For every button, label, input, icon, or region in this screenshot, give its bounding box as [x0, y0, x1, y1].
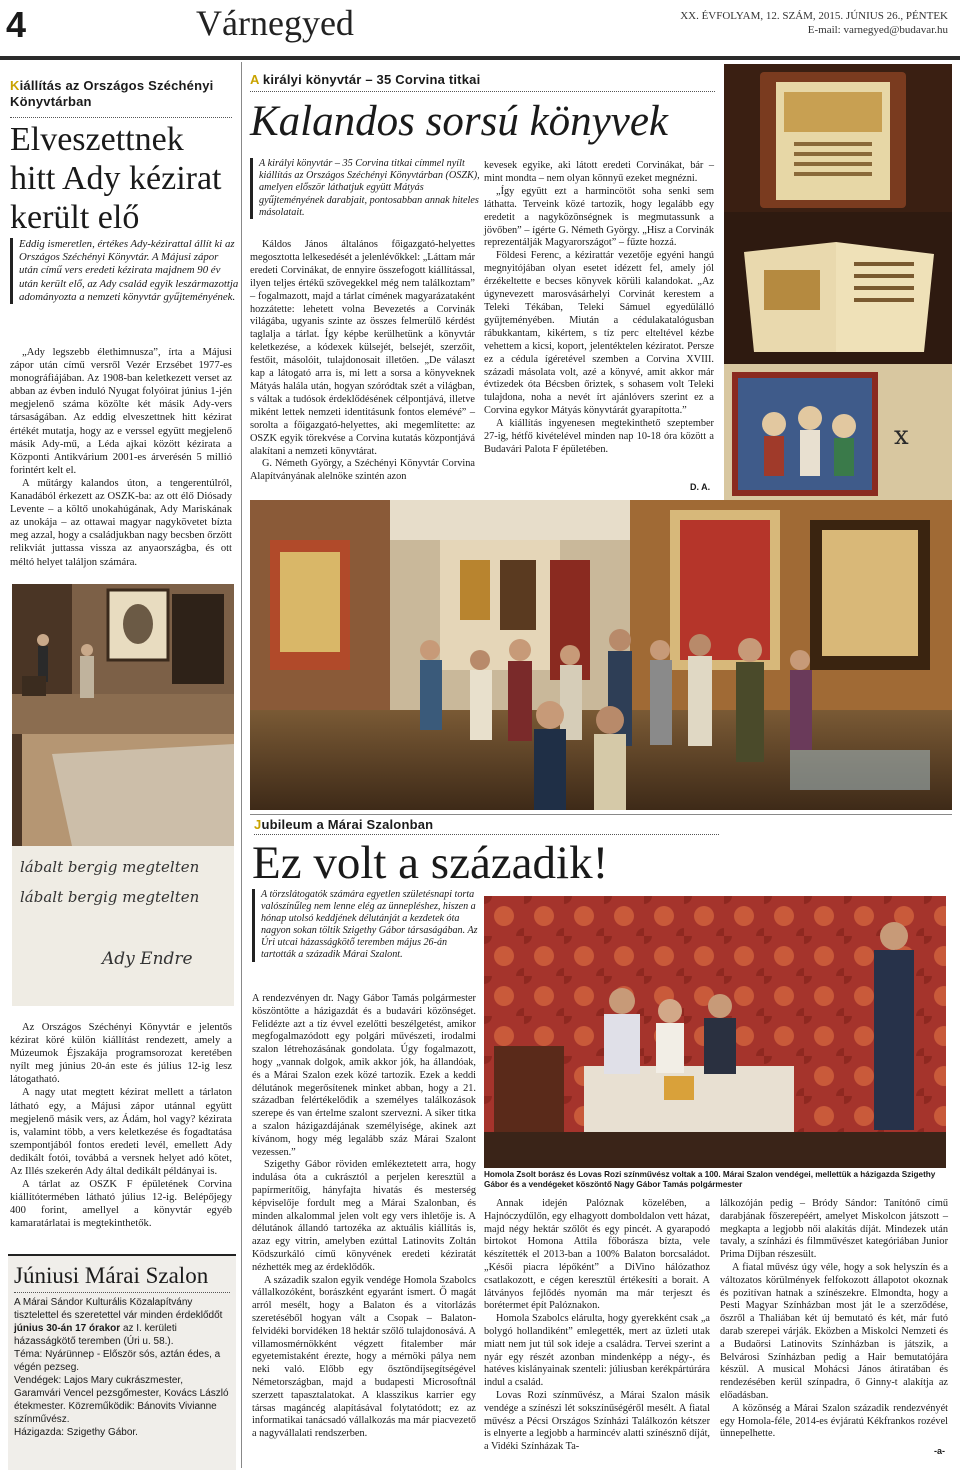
jubileum-paragraph: A századik szalon egyik vendége Homola Szabolcs vállalkozóként, borászként egyaránt ismert. Ő magát arról mesélt, hogy a Balaton és a vitorlázás szeretéséből hogyan vált a Csopak – Balaton-felvidéki borvidéken 18 hektár szőlő tulajdonosává. A villamosmérnökként végzett fitalember már egyetemistaként érezte, hogy a mérnöki pálya nem neki való. Előbb egy ősztöndíjsegítségével Németországban, majd a budapesti Microsoftnál szerzett tapasztalatokat. A klasszikus karrier egy társas magáncég alapításával folytatódott; ez az informatikai tanácsadó vállalkozás ma már piacvezető a nagyvállalati rendszerben.: [252, 1274, 476, 1440]
marai-box-title: Júniusi Márai Szalon: [14, 1263, 209, 1288]
ady-body-2: [10, 1021, 232, 1231]
jubileum-kicker: Jubileum a Márai Szalonban: [254, 817, 434, 832]
exhibition-crowd-photo: [250, 500, 952, 810]
jubileum-paragraph: Homola Szabolcs elárulta, hogy gyerekként csak „a bolygó hollandiként” emlegették, mert az üzleti utak miatt nem jut túl sok ideje a családra. Tervei szerint a nyár egy részét azonban mindenképp a négy-, és hatéves kislányainak szenteli: júliusban kerékpártúrára indul a család.: [484, 1313, 710, 1389]
jubileum-lead: A törzslátogatók számára egyetlen születésnapi torta valószínűleg nem lenne elég az ünnepléshez, hiszen a hónap utolsó keddjének délutánját a kezdetek óta nagyon sokan töltik Szigethy Gábor társaságában. Az Úri utcai házasságkötő teremben május 26-án tartották a századik Márai Szalont.: [252, 889, 483, 962]
jubileum-col3: [720, 1198, 948, 1441]
photo-caption: Homola Zsolt borász és Lovas Rozi színművész voltak a 100. Márai Szalon vendégei, mellettük a házigazda Szigethy Gábor és a vendégeket köszöntő Nagy Gábor Tamás polgármester: [484, 1170, 936, 1190]
corvina-col1: [250, 239, 475, 484]
jubileum-col2: [484, 1198, 710, 1454]
corvina-kicker: A királyi könyvtár – 35 Corvina titkai: [250, 72, 481, 87]
ady-lead: Eddig ismeretlen, értékes Ady-kézirattal állít ki az Országos Széchényi Könyvtár. A Májusi zápor után című vers eredeti kézirata majdnem 90 év után került elő, az Ady család egyik leszármazottja adományozta a nemzeti könyvtár gyűjteményének.: [10, 238, 239, 304]
jubileum-paragraph: Annak idején Palóznak közelében, a Hajnóczydűlőn, egy elhagyott domboldalon vett házat, majd négy hektár szőlőt és egy pincét. A gyarapodó birtokot Homona Attila főborásza bízta, vele készítették el 2013-ban a 100% Balaton borcsaládot. „Késői piacra lépőként” a DiVino hálózathoz csatlakozott, e cégen keresztül értékesíti a borait. A látványos fejlődés nyomán ma már terjeszt és borétermet épít Palóznakon.: [484, 1198, 710, 1312]
ady-body: [10, 346, 232, 569]
page-number: 4: [6, 4, 27, 45]
marai-box-text: A Márai Sándor Kulturális Közalapítvány tisztelettel és szeretettel vár minden érdeklődőt: [14, 1297, 223, 1321]
jubileum-signature: -a-: [934, 1446, 945, 1456]
marai-box-hazigazda: Házigazda: Szigethy Gábor.: [14, 1427, 138, 1438]
ady-kicker-rule: [10, 117, 232, 118]
marai-box: [8, 1254, 236, 1470]
corvina-paragraph: kevesek egyike, aki látott eredeti Corvinákat, bár – mint mondta – nem olyan könnyű ezeket megnézni.: [484, 160, 714, 184]
marai-box-date: június 30-án 17 órakor: [14, 1323, 121, 1334]
marai-box-tema: Téma: Nyárünnep - Először sós, aztán édes, a végén pezseg.: [14, 1349, 221, 1373]
jubileum-headline: Ez volt a századik!: [252, 837, 609, 889]
ady-paragraph: Az Országos Széchényi Könyvtár e jelentős kézirat köré külön kiállítást rendezett, amely a Múzeumok Éjszakája programsorozat keretében nyílt meg június 20-án este és július 12-ig lesz látogatható.: [10, 1022, 232, 1086]
issue-info: XX. ÉVFOLYAM, 12. SZÁM, 2015. JÚNIUS 26., PÉNTEK: [680, 10, 948, 22]
marai-box-location: az I. kerületi házasságkötő teremben (Úri u. 58.).: [14, 1323, 177, 1347]
codex-photo-2: [724, 212, 952, 364]
marai-szalon-photo: [484, 896, 946, 1168]
manuscript-line: lábalt bergig megtelten: [20, 858, 200, 876]
jubileum-paragraph: Szigethy Gábor röviden emlékeztetett arra, hogy indulása óta a cukrásztól a perjelen keresztül a papírmerítőig, hányfajta hivatás és mesterség képviselője fordult meg a Márai Szalonban, és minden alkalommal jelen volt egy vers ihletője is. A délutánok állandó tartozéka az aktuális kiállítás is, azaz egy vitrin, amelyben ezúttal Latinovits Zoltán Ködszurkáló című könyvének eredeti kéziratát nézhették meg az érdeklődők.: [252, 1159, 476, 1273]
codex-photo-3: [724, 364, 952, 504]
jubileum-paragraph: A rendezvényen dr. Nagy Gábor Tamás polgármester köszöntötte a házigazdát és a budavári közönséget. Felidézte azt a tíz évvel ezelőtti beszélgetést, amikor megfogalmazódott egy polgári művészeti, irodalmi szalon létrehozásának gondolata. Úgy fogalmazott, hogy „vannak dolgok, amik akkor jók, ha állandóak, és a Márai Szalon ezek közé tartozik. Ezek a keddi délutánok megerősítenek minket abban, hogy a 21. században felértékelődik a személyes találkozások szerepe és van értelme szalont szervezni. A siker titka a szalon házigazdájának személyisége, akinek azt kívánom, hogy még legalább száz Márai Szalont vezessen.”: [252, 993, 476, 1158]
corvina-signature: D. A.: [690, 482, 711, 492]
ady-headline: Elveszettnek hitt Ady kézirat került elő: [10, 121, 222, 236]
jubileum-paragraph: Lovas Rozi színművész, a Márai Szalon másik vendége a színészi lét sokszínűségéről mesélt. A fiatal művész a Pécsi Országos Színházi Találkozón kétszer is elnyerte a legjobb a harmincév alatti színésznő díját, a Vidéki Színházak Ta-: [484, 1389, 710, 1453]
corvina-paragraph: G. Németh György, a Széchényi Könyvtár Corvina Alapítványának alelnöke szintén azon: [250, 458, 475, 483]
jubileum-paragraph: A fiatal művész úgy véle, hogy a sok helyszín és a változatos körülmények felfokozott állapotot okoznak és pozitívan hatnak a színészekre. Elmondta, hogy a Pesti Magyar Színházban most ját le a szerződése, őszről a Thaliában két új bemutató és két, már futó darab szerepei várják. Eközben a Miskolci Nemzeti és a Budaörsi Latinovits Színházban is játszik, a Belvárosi Színházban pedig a Hair bemutatójára készül. A musical Mohácsi János átiratában és rendezésében kerül színpadra, ő Ginny-t alakítja az előadásban.: [720, 1261, 948, 1401]
corvina-paragraph: „Így együtt ezt a harmincötöt soha senki sem láthatta. Terveink közé tartozik, hogy legalább egy eredetit a nagyközönségnek is megmutassunk a jövőben” – ígérte G. Németh György. „Hisz a Corvinák reprezentálják Magyarországot” – fűzte hozzá.: [484, 185, 714, 249]
jubileum-paragraph: lálkozóján pedig – Bródy Sándor: Tanítónő című darabjának főszerepéért, amelyet Miskolcon játszott – megkapta a legjobb női alakítás díját. Mindezek után tavaly, a színházi és filmművészet kategóriában Junior Prima Díjban részesült.: [720, 1198, 948, 1261]
jubileum-kicker-rule: [254, 834, 719, 835]
corvina-headline: Kalandos sorsú könyvek: [250, 98, 668, 145]
marai-box-vendegek: Vendégek: Lajos Mary cukrászmester, Garamvári Vencel pezsgőmester, Kovács László étekmester. Közreműködik: Bánovits Vivianne színművész.: [14, 1375, 229, 1425]
corvina-lead: A királyi könyvtár – 35 Corvina titkai címmel nyílt kiállítás az Országos Széchényi Könyvtárban (OSZK), amelyen először láthatjuk együtt Mátyás gyűjteményének darabjait, pontosabban annak hiteles másolatait.: [250, 158, 481, 219]
header-rule: [0, 56, 960, 60]
corvina-paragraph: Földesi Ferenc, a kézirattár vezetője egyéni hangú megnyitójában olyan esetet idézett fel, amely jól érzékeltette e becses könyvek körüli kalandokat. „Az úgynevezett marosvásárhelyi Corvinát kerestem a Teleki Tékában, Teleki Sámuel egyedülálló gyűjteményében. Miután a cédulakatalógusban rábukkantam, kikértem, s tíz perc elteltével kézbe vehettem a kicsi, koport, jelentéktelen kéziratot. Persze ez a cédula ígéretével szemben a Corvina XVIII. századi másolata volt, azé a könyvé, amit akkor már évtizedek óta Bécsben őriztek, s sohasem volt Teleki tulajdona, noha a nevét írt ajánlóvers szerint ez a Corvina egykor Mátyás könyvtárát gyarapította.”: [484, 250, 714, 417]
ady-paragraph: A műtárgy kalandos úton, a tengerentúlról, Kanadából érkezett az OSZK-ba: az ott élő Diósady Levente – a költő unokahúgának, Ady Mariskának az unokája – az ottawai magyar nagykövetet bízta meg azzal, hogy a családjukban nagy becsben őrzött relikviát juttassa vissza az anyaországba, és ott méltó helyet találjon számára.: [10, 477, 232, 568]
masthead-title: Várnegyed: [196, 3, 354, 43]
ady-exhibition-photo: [12, 584, 234, 846]
corvina-paragraph: A kiállítás ingyenesen megtekinthető szeptember 27-ig, hétfő kivételével minden nap 10-18 óra között a Budavári Palota F épületében.: [484, 418, 714, 455]
ady-paragraph: A nagy utat megtett kézirat mellett a tárlaton látható egy, a Májusi zápor utánnal együtt megjelenő másik vers, az Ádám, hol vagy? kézirata is, valamint több, a vers keletkezése és fogadtatása szempontjából fontos eredeti levél, emellett Ady dedikált fotói, továbbá a versnek helyet adó kötet, Az Illés szekerén Ady által dedikált példányai is.: [10, 1087, 232, 1178]
corvina-kicker-rule: [250, 91, 715, 92]
ady-paragraph: A tárlat az OSZK F épületének Corvina kiállítótermében látható július 12-ig. Belépőjegy 400 forint, amellyel a könyvtár egyéb kamaratárlatai is megtekinthetők.: [10, 1179, 232, 1230]
jubileum-divider: [250, 814, 952, 815]
ady-paragraph: „Ady legszebb élethimnusza”, írta a Májusi zápor után című versről Vezér Erzsébet 1977-es monográfiájában. Az 1908-ban keletkezett verset az abban az évben induló Nyugat folyóirat június 1-jén megjelenő száma közölte két másik Ady-vers társaságában. Az eddig elveszettnek hitt kézirat értékét mutatja, hogy az e verssel együtt megjelenő másik Ady-mű, a Léda ajkai között kézirata a Központi Antikvárium 2001-es árverésén 5 millió forintért kelt el.: [10, 347, 232, 476]
email[interactable]: E-mail: varnegyed@budavar.hu: [807, 24, 948, 36]
manuscript-line: lábalt bergig megtelten: [20, 888, 200, 906]
column-separator: [241, 62, 242, 1468]
ady-manuscript-photo: [12, 846, 234, 1006]
corvina-col2: [484, 160, 714, 457]
jubileum-col1: [252, 993, 476, 1441]
corvina-paragraph: Káldos János általános főigazgató-helyettes megosztotta lelkesedését a jelenlévőkkel: „Láttam már eredeti Corvinákat, de ennyire összefogott kiállítással, ilyen teljes értékű szövegekkel még nem találkoztam” – fogalmazott, majd a tárlat címének magyarázataként hozzátette: lehetett volna Bevezetés a Corvinák világába, ugyanis szinte az összes felmerülő kérdést taglalja a tárlat. Így képbe kerülhetünk a könyvtár keletkezése, a kódexek külsejét, belsejét, szerzőit, festőit, másolóit, tulajdonosait illetően. „De választ kap a látogató arra is, mi lett a sorsa a könyveknek Mátyás halála után, hogyan szóródtak szét a világban, s váltak a tudósok érdeklődésének célpontjává, illetve miként lettek nemzeti identitásunk fontos elemévé” – sorolta a főigazgató-helyettes, aki megemlítette: az OSZK egyik törekvése a Corvina kutatás központjává alakítani a nemzeti könyvtárat.: [250, 239, 476, 457]
jubileum-paragraph: A közönség a Márai Szalon századik rendezvényét egy Homola-féle, 2014-es évjáratú Kékfrankos rozével ünnepelhette.: [720, 1402, 948, 1440]
svg-text:x: x: [894, 421, 909, 451]
ady-kicker: Kiállítás az Országos Széchényi Könyvtárban: [10, 78, 214, 109]
manuscript-signature: Ady Endre: [102, 949, 193, 969]
codex-photo-1: [724, 64, 952, 212]
